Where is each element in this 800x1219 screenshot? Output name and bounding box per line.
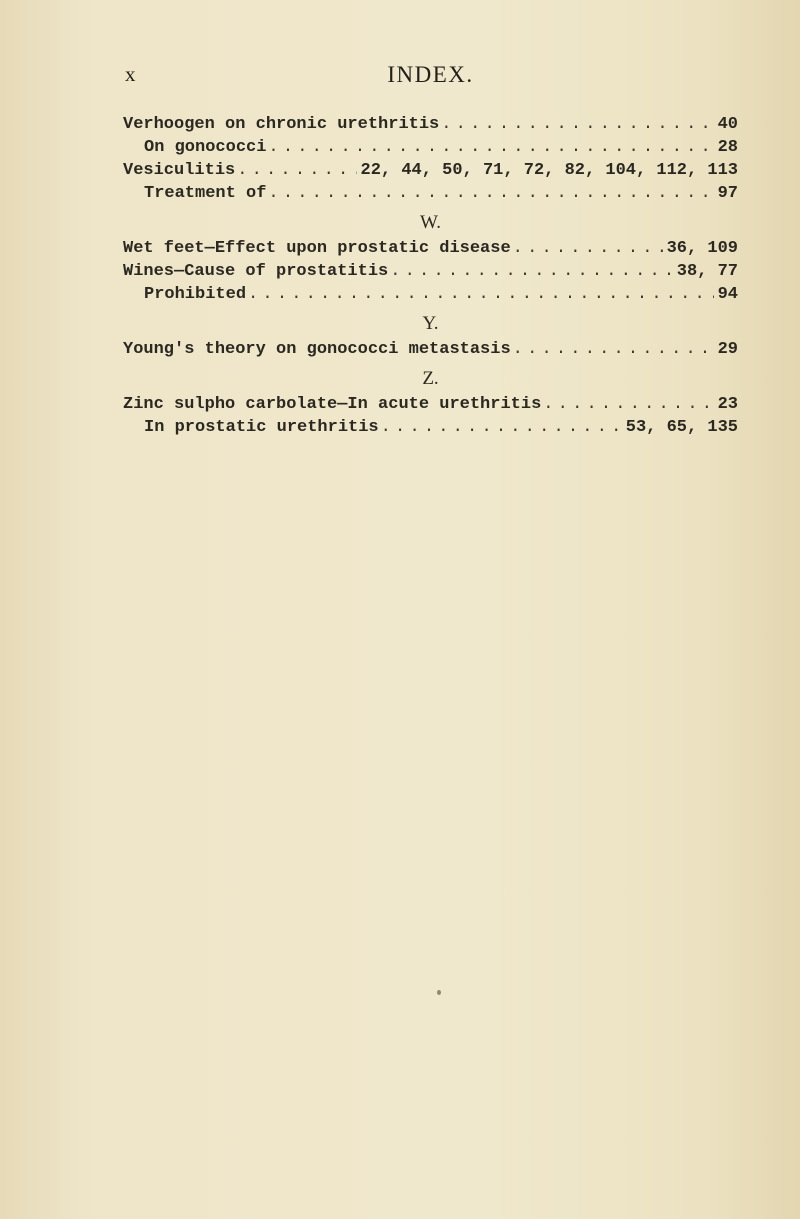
index-entry — [123, 237, 738, 260]
index-entry — [123, 159, 738, 182]
entry-pages: 53, 65, 135 — [625, 418, 738, 437]
section-letter-w: W. — [420, 212, 441, 233]
index-subentry — [123, 136, 738, 159]
entry-pages: 38, 77 — [676, 262, 738, 281]
entry-pages: 29 — [717, 340, 738, 359]
entry-term: In prostatic urethritis — [144, 418, 379, 437]
dot-leader — [543, 393, 713, 416]
dot-leader — [390, 260, 673, 283]
dot-leader — [513, 237, 663, 260]
index-subentry — [123, 182, 738, 205]
page-title: INDEX. — [387, 62, 474, 87]
section-letter-z: Z. — [422, 368, 439, 389]
index-list — [123, 113, 738, 439]
index-subentry — [123, 283, 738, 306]
entry-term: Wines—Cause of prostatitis — [123, 262, 389, 281]
entry-term: Zinc sulpho carbolate—In acute urethritis — [123, 395, 542, 414]
entry-term: Treatment of — [144, 184, 267, 203]
index-entry — [123, 260, 738, 283]
dot-leader — [237, 159, 356, 182]
entry-term: Wet feet—Effect upon prostatic disease — [123, 239, 511, 258]
entry-term: On gonococci — [144, 138, 267, 157]
entry-pages: 22, 44, 50, 71, 72, 82, 104, 112, 113 — [360, 161, 738, 180]
dot-leader — [381, 416, 622, 439]
page-number: x — [125, 62, 136, 86]
entry-pages: 36, 109 — [666, 239, 738, 258]
entry-term: Vesiculitis — [123, 161, 236, 180]
dot-leader — [248, 283, 714, 306]
entry-pages: 94 — [717, 285, 738, 304]
dot-leader — [268, 182, 713, 205]
entry-pages: 28 — [717, 138, 738, 157]
entry-term: Prohibited — [144, 285, 247, 304]
dot-leader — [441, 113, 713, 136]
paper-speck — [437, 990, 441, 995]
entry-pages: 97 — [717, 184, 738, 203]
section-letter-y: Y. — [422, 313, 439, 334]
index-entry — [123, 338, 738, 361]
entry-pages: 23 — [717, 395, 738, 414]
index-entry — [123, 113, 738, 136]
index-entry — [123, 393, 738, 416]
index-subentry — [123, 416, 738, 439]
dot-leader — [268, 136, 713, 159]
entry-pages: 40 — [717, 115, 738, 134]
entry-term: Young's theory on gonococci metastasis — [123, 340, 511, 359]
page-header — [123, 62, 738, 92]
entry-term: Verhoogen on chronic urethritis — [123, 115, 440, 134]
dot-leader — [513, 338, 714, 361]
